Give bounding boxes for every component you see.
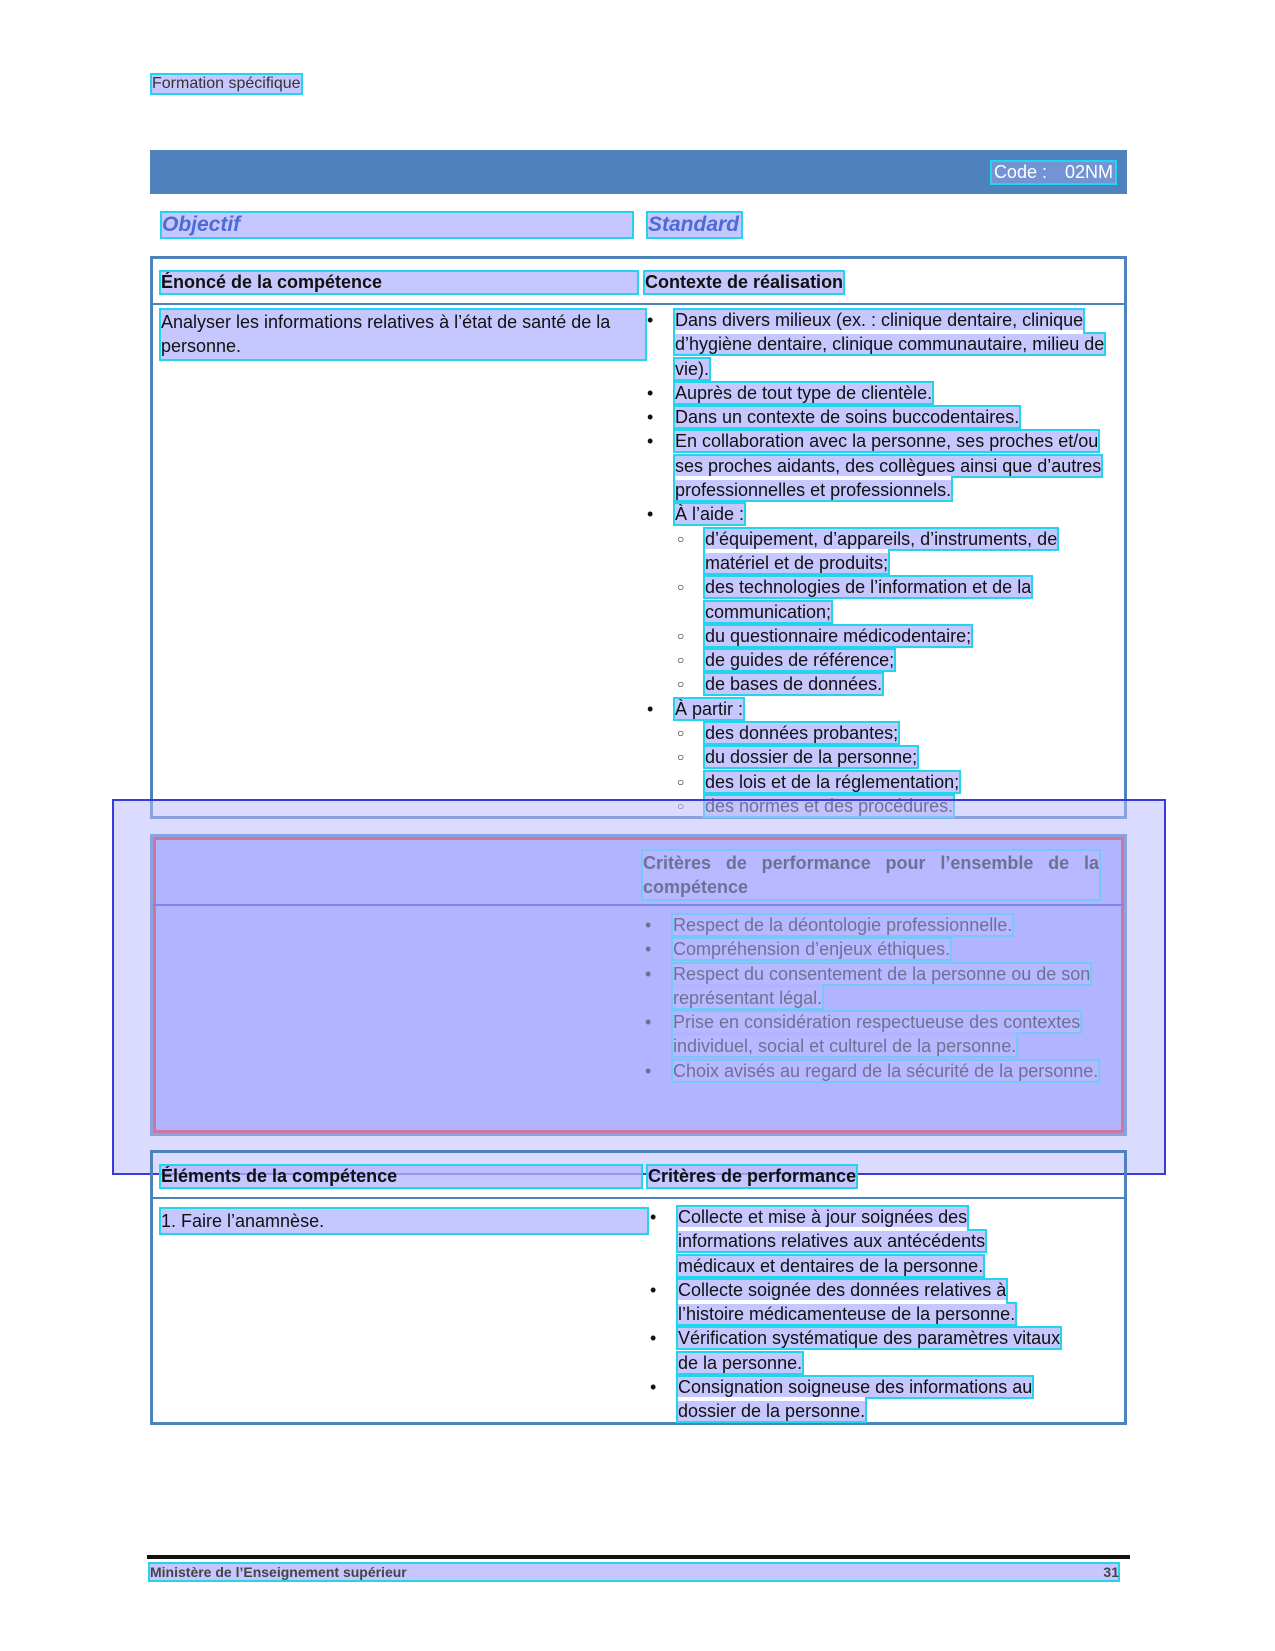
context-subitem [675, 721, 1111, 745]
context-column-header: Contexte de réalisation [645, 272, 844, 292]
context-item-text: À l’aide : [675, 504, 745, 525]
context-item [645, 405, 1111, 429]
context-subitem-text: du questionnaire médicodentaire; [705, 625, 972, 646]
context-subitem [675, 745, 1111, 769]
context-item-text: À partir : [675, 698, 744, 719]
statement-column-header: Énoncé de la compétence [161, 272, 637, 293]
context-subitem [675, 770, 1111, 794]
code-bar [150, 150, 1127, 194]
overlay-selection-box [112, 799, 1166, 1175]
context-subitem-text: des technologies de l’information et de la communication; [705, 577, 1032, 622]
context-item [645, 381, 1111, 405]
context-item-text: En collaboration avec la personne, ses proches et/ou ses proches aidants, des collègues ainsi que d’autres professionnelles et professionnels. [675, 431, 1102, 501]
section-competency-elements [150, 1150, 1127, 1425]
footer-ministry [150, 1564, 1118, 1580]
standard-heading: Standard [648, 213, 740, 236]
context-item-text: Dans divers milieux (ex. : clinique dentaire, clinique d’hygiène dentaire, clinique communautaire, milieu de vie). [675, 310, 1105, 379]
section-competency-statement [150, 256, 1127, 819]
footer-ministry-text: Ministère de l’Enseignement supérieur [150, 1564, 407, 1580]
code-value: 02NM [1064, 162, 1113, 182]
context-subitem [675, 527, 1111, 576]
footer-rule [147, 1555, 1130, 1559]
context-subitem [675, 624, 1111, 648]
context-sublist [675, 527, 1111, 697]
performance-criterion [648, 1326, 1064, 1375]
context-item [645, 429, 1111, 502]
context-item [645, 308, 1111, 381]
context-item-text: Dans un contexte de soins buccodentaires. [675, 407, 1020, 428]
context-item-text: Auprès de tout type de clientèle. [675, 382, 933, 403]
section1-header-row [153, 259, 1124, 305]
footer-page-number: 31 [1103, 1564, 1119, 1580]
context-subitem [675, 672, 1111, 696]
performance-column-header: Critères de performance [648, 1166, 857, 1186]
performance-criterion [648, 1375, 1064, 1424]
objectif-heading: Objectif [162, 213, 632, 237]
section3-header-row [153, 1153, 1124, 1199]
code-label: Code : [993, 162, 1047, 182]
running-header: Formation spécifique [152, 75, 301, 92]
performance-criterion-text: Collecte soignée des données relatives à l’histoire médicamenteuse de la personne. [678, 1279, 1016, 1325]
context-subitem-text: des lois et de la réglementation; [705, 771, 960, 792]
competency-element-1: 1. Faire l’anamnèse. [161, 1209, 647, 1233]
context-subitem-text: de bases de données. [705, 674, 883, 695]
context-list [645, 308, 1111, 818]
performance-criterion-text: Collecte et mise à jour soignées des informations relatives aux antécédents médicaux et dentaires de la personne. [678, 1207, 986, 1276]
performance-criterion [648, 1278, 1064, 1327]
performance-criterion [648, 1205, 1064, 1278]
context-subitem-text: du dossier de la personne; [705, 747, 918, 768]
context-subitem-text: de guides de référence; [705, 650, 895, 671]
competency-statement: Analyser les informations relatives à l’état de santé de la personne. [161, 310, 645, 359]
elements-column-header: Éléments de la compétence [161, 1166, 641, 1187]
performance-criteria-list [648, 1205, 1064, 1424]
performance-criterion-text: Consignation soigneuse des informations au dossier de la personne. [678, 1377, 1033, 1422]
context-subitem [675, 575, 1111, 624]
context-item [645, 502, 1111, 696]
context-subitem-text: d’équipement, d’appareils, d’instruments, de matériel et de produits; [705, 528, 1058, 573]
context-subitem-text: des données probantes; [705, 723, 899, 744]
context-subitem [675, 648, 1111, 672]
performance-criterion-text: Vérification systématique des paramètres vitaux de la personne. [678, 1328, 1061, 1373]
code-label-group [992, 162, 1115, 183]
